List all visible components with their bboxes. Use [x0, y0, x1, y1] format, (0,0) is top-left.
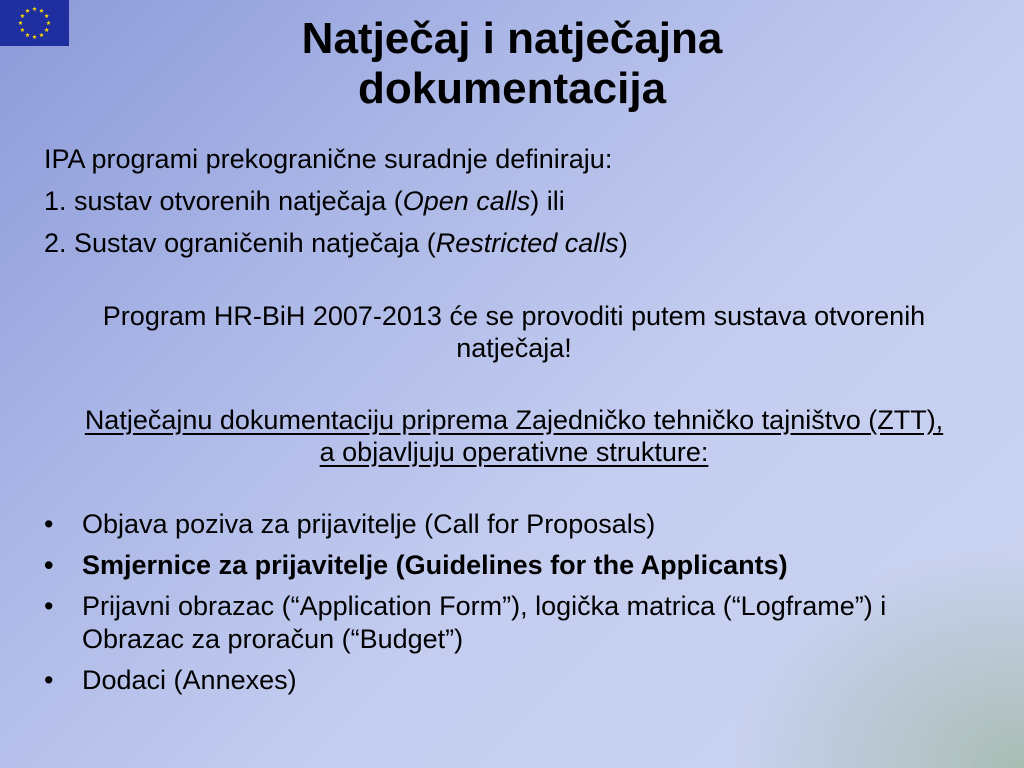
intro-line-2-italic: Open calls [402, 186, 531, 216]
intro-line-1: IPA programi prekogranične suradnje definiraju: [44, 144, 613, 174]
intro-line-3-post: ) [618, 228, 628, 258]
eu-flag-logo [0, 0, 69, 46]
documentation-statement: Natječajnu dokumentaciju priprema Zajedničko tehničko tajništvo (ZTT), a objavljuju operativne strukture: [84, 405, 944, 467]
intro-line-2-pre: 1. sustav otvorenih natječaja ( [44, 186, 403, 216]
eu-flag-icon [0, 0, 69, 46]
intro-line-3-italic: Restricted calls [435, 228, 619, 258]
intro-line-2-post: ) ili [530, 186, 565, 216]
intro-line-2 [44, 180, 984, 222]
slide-title [150, 14, 874, 114]
list-item: • Objava poziva za prijavitelje (Call for Proposals) [44, 508, 984, 541]
list-item: • Prijavni obrazac (“Application Form”), logička matrica (“Logframe”) i Obrazac za proračun (“Budget”) [44, 590, 984, 656]
list-item: • Smjernice za prijavitelje (Guidelines for the Applicants) [44, 549, 984, 582]
program-statement: Program HR-BiH 2007-2013 će se provoditi putem sustava otvorenih natječaja! [102, 301, 926, 363]
list-item: • Dodaci (Annexes) [44, 664, 984, 697]
documents-list [44, 508, 984, 697]
title-line-2: dokumentacija [357, 64, 667, 113]
slide-body [44, 138, 984, 705]
title-line-1: Natječaj i natječajna [301, 14, 723, 63]
intro-line-3-pre: 2. Sustav ograničenih natječaja ( [44, 228, 436, 258]
intro-line-3 [44, 222, 984, 264]
